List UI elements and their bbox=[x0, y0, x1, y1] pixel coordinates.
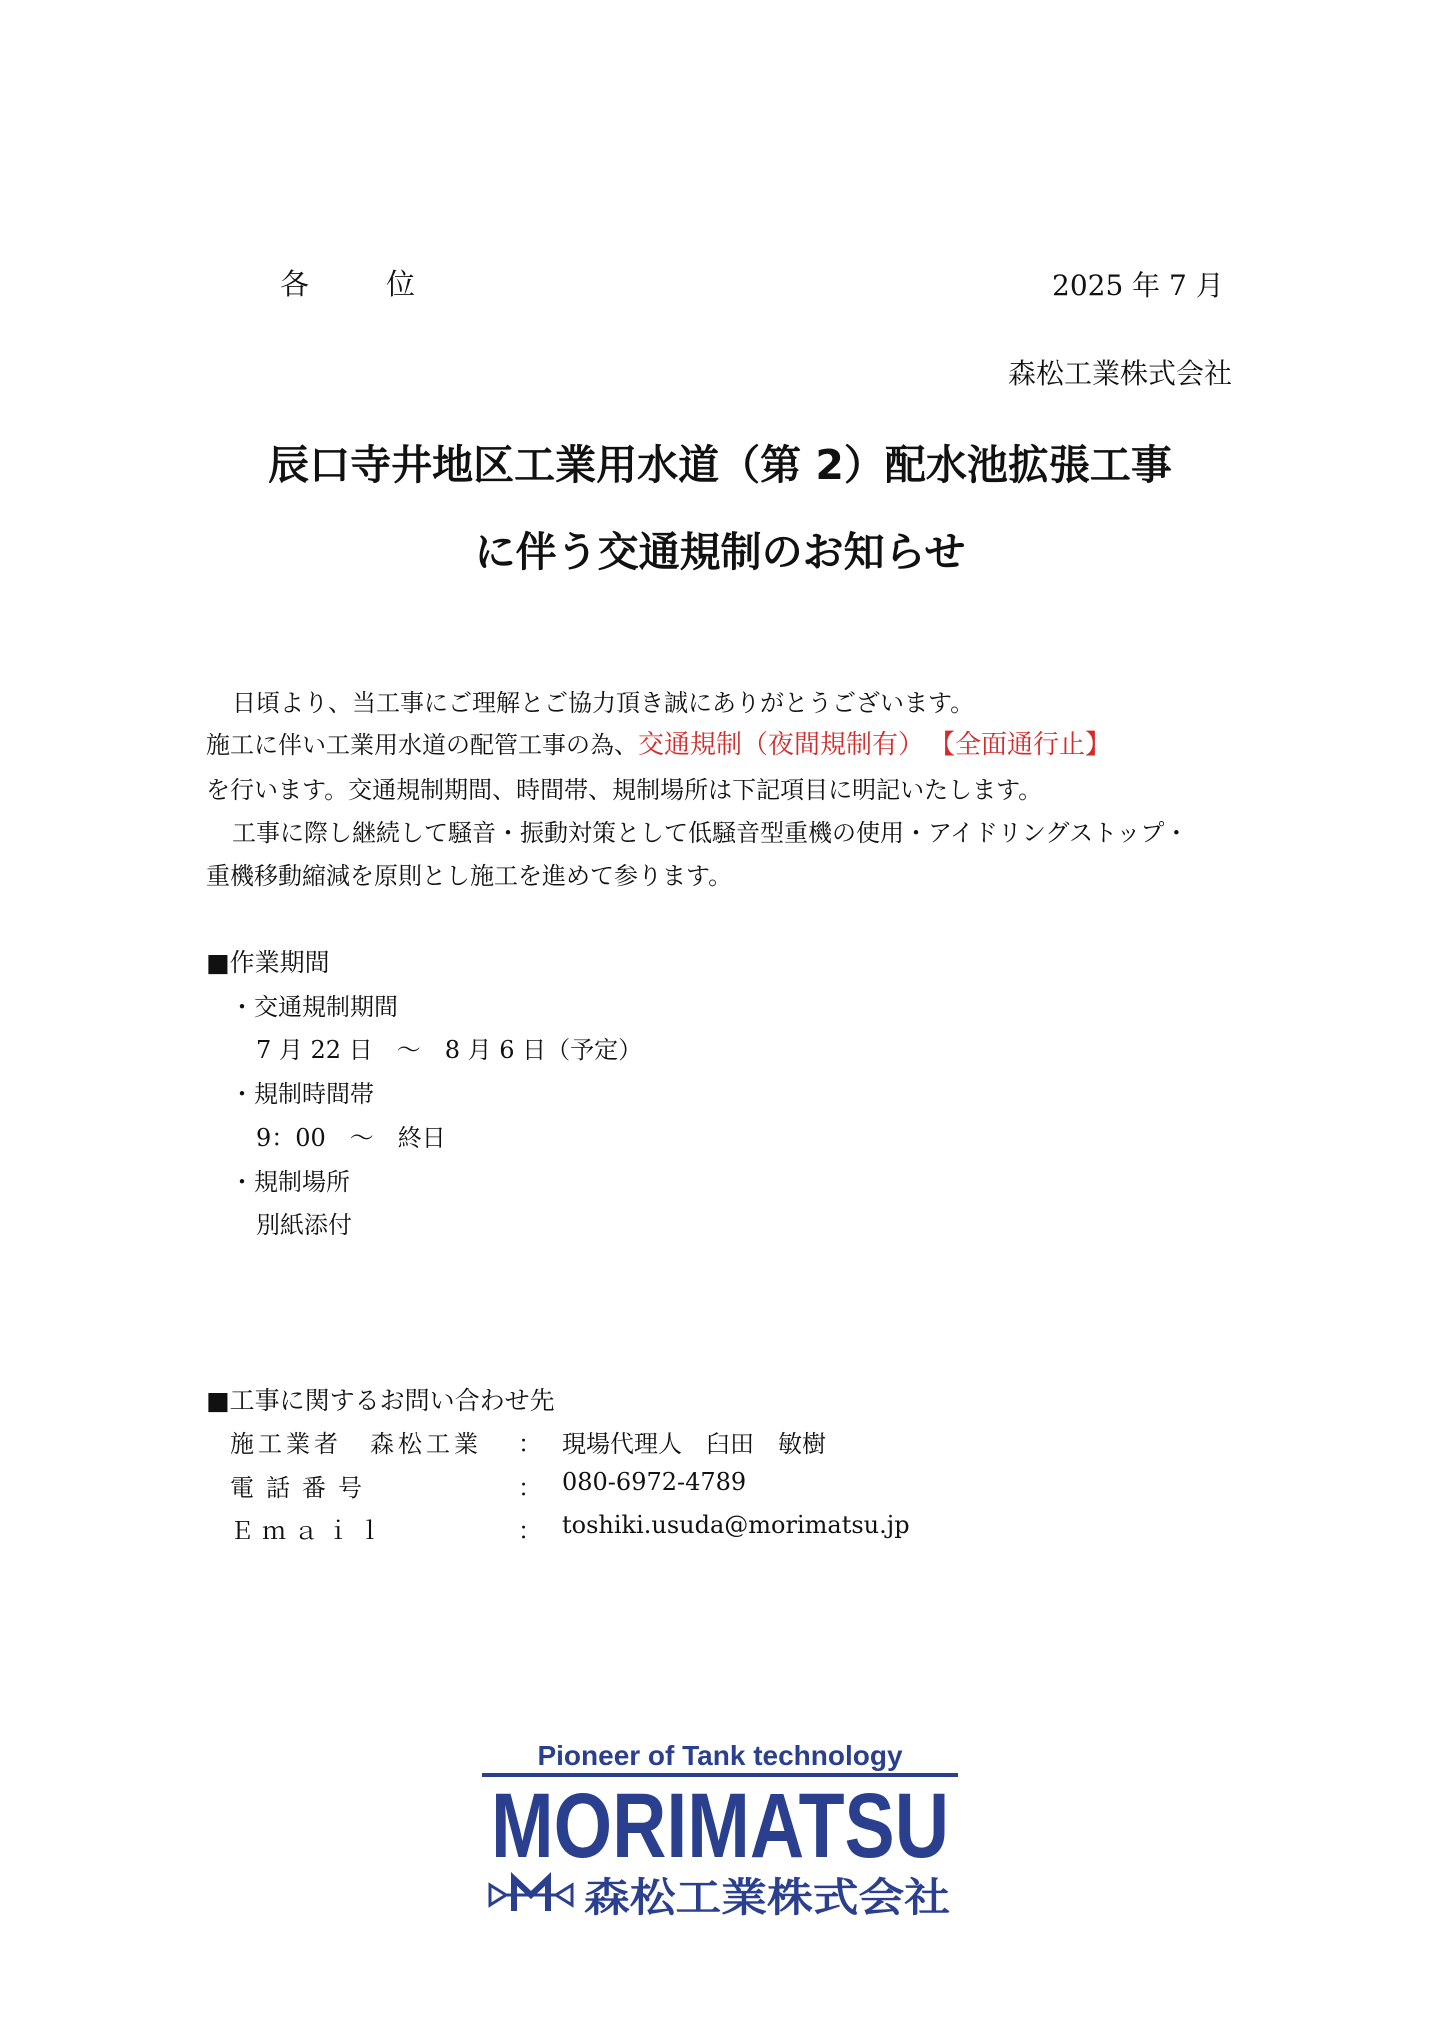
traffic-regulation-notice: 交通規制（夜間規制有） bbox=[638, 730, 925, 760]
title-line-2: に伴う交通規制のお知らせ bbox=[474, 528, 966, 576]
location-value: 別紙添付 bbox=[256, 1211, 352, 1239]
body-line-1: 日頃より、当工事にご理解とご協力頂き誠にありがとうございます。 bbox=[232, 689, 975, 717]
contractor-label: 施工業者 森松工業 bbox=[230, 1430, 482, 1458]
phone-label: 電話番号 bbox=[230, 1474, 374, 1502]
traffic-period-value: 7 月 22 日 ～ 8 月 6 日（予定） bbox=[256, 1036, 643, 1064]
body-line-3: を行います。交通規制期間、時間帯、規制場所は下記項目に明記いたします。 bbox=[206, 776, 1043, 804]
time-slot-label: ・規制時間帯 bbox=[230, 1080, 374, 1108]
logo-brand: MORIMATSU bbox=[491, 1775, 949, 1877]
addressee: 各 位 bbox=[280, 267, 440, 301]
issuer-company: 森松工業株式会社 bbox=[1008, 357, 1233, 390]
body-line-2-text: 施工に伴い工業用水道の配管工事の為、 bbox=[206, 731, 638, 759]
phone-number: 080-6972-4789 bbox=[562, 1468, 747, 1496]
location-label: ・規制場所 bbox=[230, 1168, 350, 1196]
site-agent-name: 現場代理人 臼田 敏樹 bbox=[562, 1430, 826, 1458]
body-line-4: 工事に際し継続して騒音・振動対策として低騒音型重機の使用・アイドリングストップ・ bbox=[232, 819, 1189, 847]
phone-colon: ： bbox=[518, 1474, 542, 1502]
morimatsu-logo bbox=[480, 1735, 960, 1925]
company-mark-icon bbox=[490, 1879, 572, 1911]
email-label: Ｅｍａｉｌ bbox=[230, 1517, 390, 1545]
issue-date: 2025 年 7 月 bbox=[1052, 269, 1224, 302]
body-line-2 bbox=[206, 724, 1111, 761]
full-closure-notice: 【全面通行止】 bbox=[942, 730, 1112, 760]
logo-company-jp: 森松工業株式会社 bbox=[584, 1875, 950, 1921]
traffic-period-label: ・交通規制期間 bbox=[230, 993, 398, 1021]
work-period-heading: ■作業期間 bbox=[206, 948, 330, 977]
email-colon: ： bbox=[518, 1517, 542, 1545]
email-address: toshiki.usuda@morimatsu.jp bbox=[562, 1511, 910, 1539]
contact-heading: ■工事に関するお問い合わせ先 bbox=[206, 1386, 555, 1415]
contractor-colon: ： bbox=[518, 1430, 542, 1458]
title-line-1: 辰口寺井地区工業用水道（第 2）配水池拡張工事 bbox=[268, 441, 1172, 489]
body-line-5: 重機移動縮減を原則とし施工を進めて参ります。 bbox=[206, 862, 733, 890]
logo-tagline: Pioneer of Tank technology bbox=[537, 1740, 903, 1771]
time-slot-value: 9：00 ～ 終日 bbox=[256, 1124, 446, 1152]
